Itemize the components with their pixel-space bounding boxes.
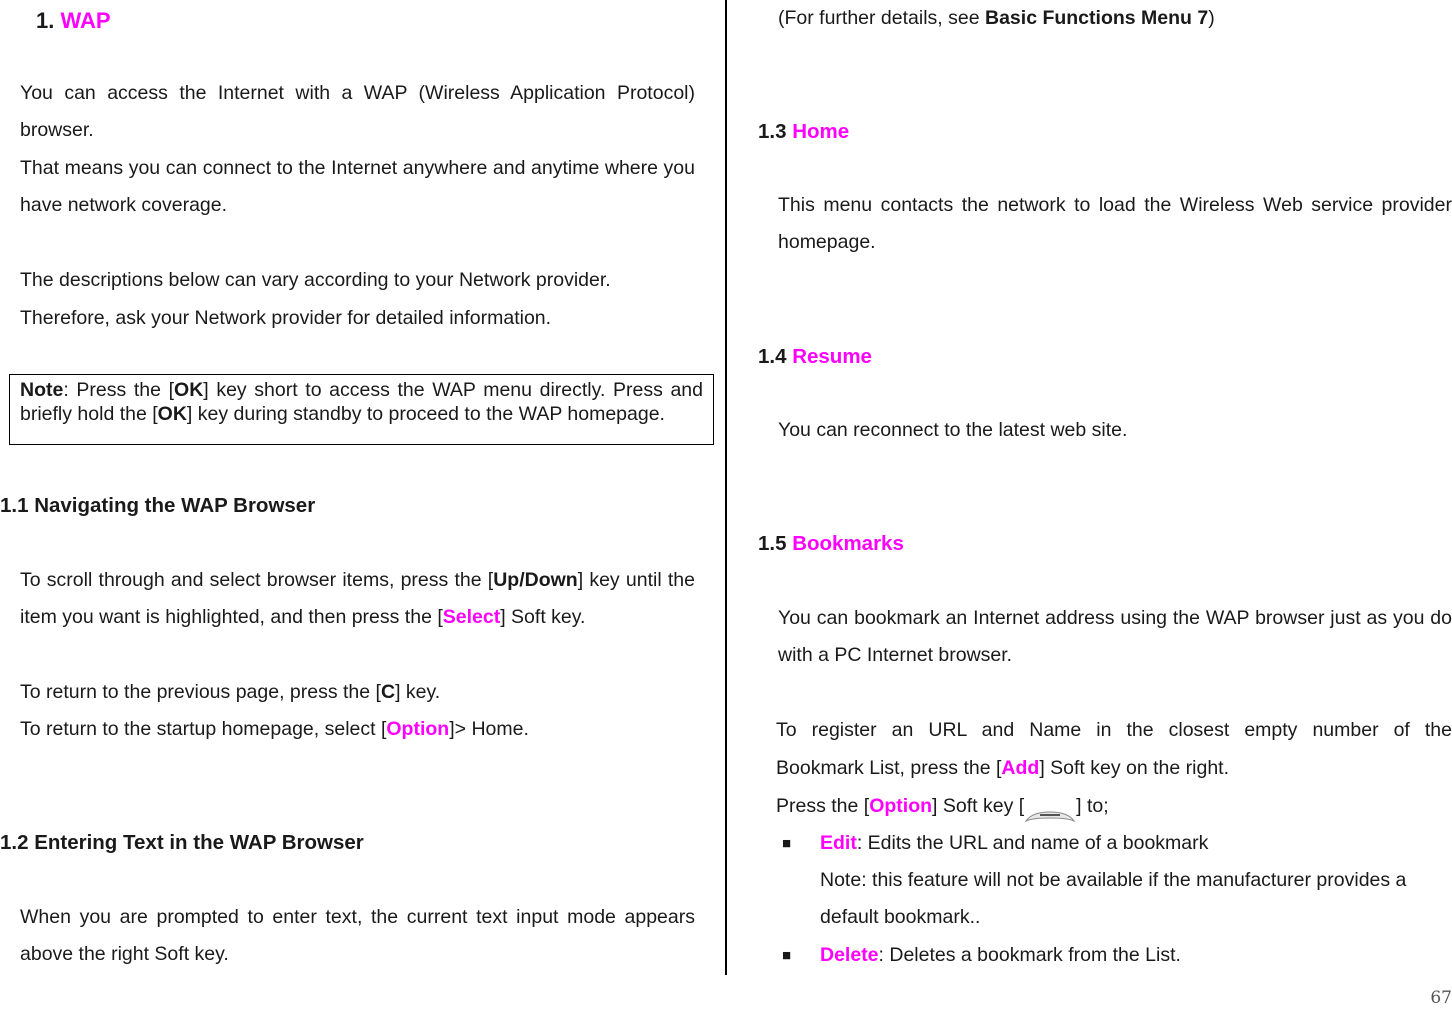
heading-resume: 1.4 Resume xyxy=(758,345,872,368)
edit-item: Edit: Edits the URL and name of a bookmark xyxy=(820,832,1209,854)
heading-bookmarks: 1.5 Bookmarks xyxy=(758,532,904,555)
heading-home: 1.3 Home xyxy=(758,120,850,143)
resume-paragraph: You can reconnect to the latest web site. xyxy=(778,419,1128,441)
navigating-paragraph: To scroll through and select browser items, press the [Up/Down] key until the item you want is highlighted, and then press the [Select] Soft key. xyxy=(20,569,695,628)
note-box: Note: Press the [OK] key short to access the WAP menu directly. Press and briefly hold the [OK] key during standby to proceed to the WAP homepage. xyxy=(9,374,714,445)
entering-text-paragraph: When you are prompted to enter text, the current text input mode appears above the right Soft key. xyxy=(20,906,695,965)
register-line-1: To register an URL and Name in the closest empty number of the xyxy=(776,719,1452,741)
register-line-2: Bookmark List, press the [Add] Soft key on the right. xyxy=(776,757,1230,779)
bookmarks-paragraph: You can bookmark an Internet address using the WAP browser just as you do with a PC Internet browser. xyxy=(778,607,1452,666)
intro-paragraph-1: You can access the Internet with a WAP (Wireless Application Protocol) browser. xyxy=(20,82,695,141)
return-previous-line: To return to the previous page, press the [C] key. xyxy=(20,681,441,703)
softkey-icon xyxy=(1024,800,1076,814)
bullet-square-icon: ■ xyxy=(782,835,792,852)
section-title-wap: 1. WAP xyxy=(36,8,111,33)
return-homepage-line: To return to the startup homepage, select [Option]> Home. xyxy=(20,718,529,740)
heading-navigating-wap-browser: 1.1 Navigating the WAP Browser xyxy=(0,494,316,517)
delete-item: Delete: Deletes a bookmark from the List. xyxy=(820,944,1181,966)
further-details-reference: (For further details, see Basic Functions Menu 7) xyxy=(778,7,1215,29)
intro-paragraph-3-line1: The descriptions below can vary according to your Network provider. xyxy=(20,269,611,291)
heading-entering-text: 1.2 Entering Text in the WAP Browser xyxy=(0,831,364,854)
press-option-line: Press the [Option] Soft key [ ] to; xyxy=(776,788,1452,825)
home-paragraph: This menu contacts the network to load the Wireless Web service provider homepage. xyxy=(778,194,1452,253)
page-number: 67 xyxy=(1430,988,1452,1008)
bullet-square-icon: ■ xyxy=(782,947,792,964)
intro-paragraph-2: That means you can connect to the Internet anywhere and anytime where you have network coverage. xyxy=(20,157,695,216)
edit-note: Note: this feature will not be available if the manufacturer provides a default bookmark.. xyxy=(820,869,1407,928)
intro-paragraph-3-line2: Therefore, ask your Network provider for detailed information. xyxy=(20,307,552,329)
column-divider xyxy=(725,0,727,975)
